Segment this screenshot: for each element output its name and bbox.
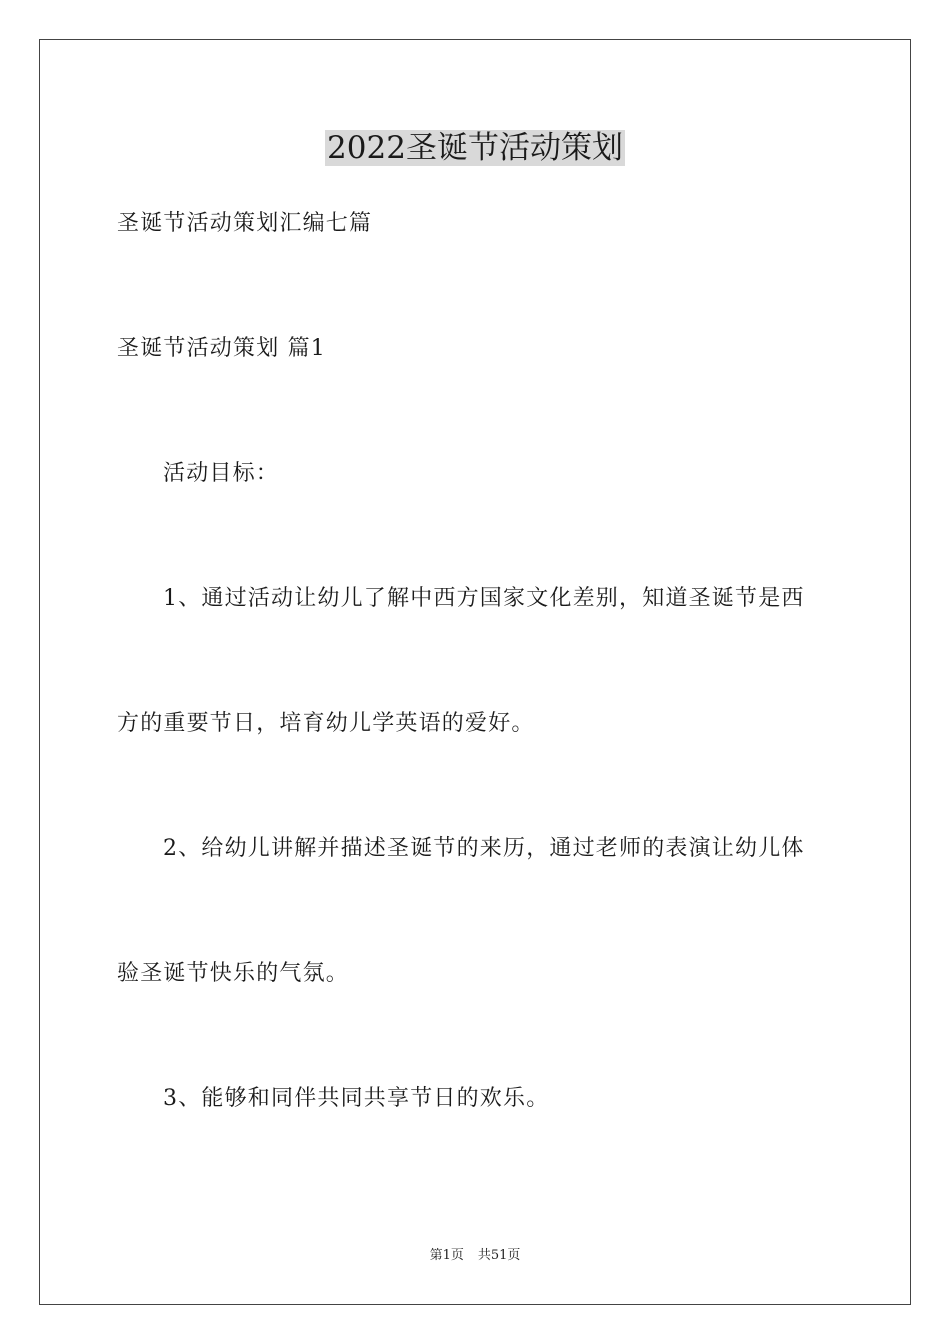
paragraph-goals-label: 活动目标：: [163, 461, 280, 486]
paragraph-goal-1-line-1: 1、通过活动让幼儿了解中西方国家文化差别，知道圣诞节是西: [163, 586, 805, 611]
section-heading: 圣诞节活动策划 篇1: [117, 336, 326, 361]
document-subtitle: 圣诞节活动策划汇编七篇: [117, 211, 373, 236]
document-title-text: 2022圣诞节活动策划: [327, 130, 623, 166]
page-total: 共51页: [477, 1248, 521, 1263]
page-number: 第1页: [429, 1248, 464, 1263]
paragraph-goal-1-line-2: 方的重要节日，培育幼儿学英语的爱好。: [117, 711, 535, 736]
paragraph-goal-2-line-2: 验圣诞节快乐的气氛。: [117, 961, 350, 986]
paragraph-goal-2-line-1: 2、给幼儿讲解并描述圣诞节的来历，通过老师的表演让幼儿体: [163, 836, 805, 861]
document-title: [0, 126, 950, 170]
page-footer: [0, 1247, 950, 1265]
paragraph-goal-3: 3、能够和同伴共同共享节日的欢乐。: [163, 1086, 550, 1111]
